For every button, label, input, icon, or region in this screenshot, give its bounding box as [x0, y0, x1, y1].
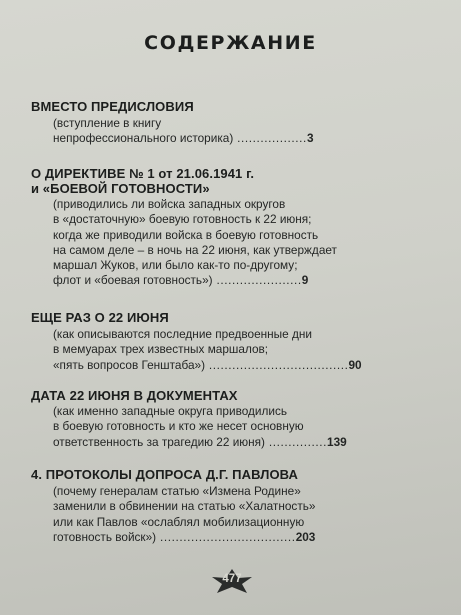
entry-2-line-3: когда же приводили войска в боевую готовность [53, 227, 319, 242]
entry-4-line-2: в боевую готовность и кто же несет основную [53, 419, 304, 434]
entry-2-page-number: 9 [301, 273, 309, 288]
entry-4-line-3: ответственность за трагедию 22 июня) [53, 434, 265, 449]
entry-1-heading [31, 99, 194, 114]
entry-5-heading-line-1: 4. ПРОТОКОЛЫ ДОПРОСА Д.Г. ПАВЛОВА [31, 467, 299, 482]
entry-3-leader: .................................... [205, 357, 349, 372]
entry-5-page-number: 203 [295, 529, 316, 544]
entry-5-leader: ................................... [156, 529, 296, 544]
entry-1-page-number: 3 [306, 131, 314, 146]
entry-3-page-number: 90 [348, 357, 362, 372]
entry-2-line-5: маршал Жуков, или было как-то по-другому; [53, 258, 298, 273]
entry-2-description [53, 197, 337, 289]
entry-4-leader: ............... [264, 434, 328, 449]
entry-4-description [53, 404, 347, 450]
entry-1-leader: .................. [233, 131, 307, 146]
entry-4-line-1: (как именно западные округа приводились [53, 404, 288, 418]
entry-5-line-1: (почему генералам статью «Измена Родине» [53, 484, 301, 498]
entry-5-description [53, 484, 315, 545]
entry-3-line-3: «пять вопросов Генштаба») [53, 357, 206, 372]
entry-1-description [53, 116, 314, 147]
entry-3-description [53, 327, 362, 373]
page-number: 477 [222, 573, 242, 585]
entry-3-heading [31, 310, 169, 325]
entry-1-line-2: непрофессионального историка) [53, 131, 234, 146]
entry-3-line-2: в мемуарах трех известных маршалов; [53, 342, 269, 357]
entry-2-heading-line-1: О ДИРЕКТИВЕ № 1 от 21.06.1941 г. [31, 166, 255, 181]
page-number-star [205, 568, 259, 594]
entry-2-line-4: на самом деле – в ночь на 22 июня, как утверждает [53, 242, 337, 257]
entry-4-heading-line-1: ДАТА 22 ИЮНЯ В ДОКУМЕНТАХ [31, 388, 238, 403]
entry-5-line-3: или как Павлов «ослаблял мобилизационную [53, 514, 305, 529]
entry-3-heading-line-1: ЕЩЕ РАЗ О 22 ИЮНЯ [31, 310, 169, 325]
entry-3-line-1: (как описываются последние предвоенные дни [53, 327, 312, 341]
entry-5-line-4: готовность войск») [53, 529, 157, 544]
entry-2-heading [31, 166, 254, 196]
entry-2-leader: ...................... [212, 273, 302, 288]
entry-5-heading [31, 467, 298, 482]
entry-4-page-number: 139 [327, 434, 347, 449]
entry-5-line-2: заменили в обвинении на статью «Халатность» [53, 499, 316, 514]
entry-2-line-2: в «достаточную» боевую готовность к 22 июня; [53, 212, 312, 227]
entry-2-heading-line-2: и «БОЕВОЙ ГОТОВНОСТИ» [31, 181, 210, 196]
entry-2-line-1: (приводились ли войска западных округов [53, 197, 286, 211]
entry-1-heading-line-1: ВМЕСТО ПРЕДИСЛОВИЯ [31, 99, 194, 114]
entry-4-heading [31, 388, 238, 403]
entry-1-line-1: (вступление в книгу [53, 116, 162, 130]
entry-2-line-6: флот и «боевая готовность») [53, 273, 213, 288]
page-title: СОДЕРЖАНИЕ [144, 32, 317, 54]
